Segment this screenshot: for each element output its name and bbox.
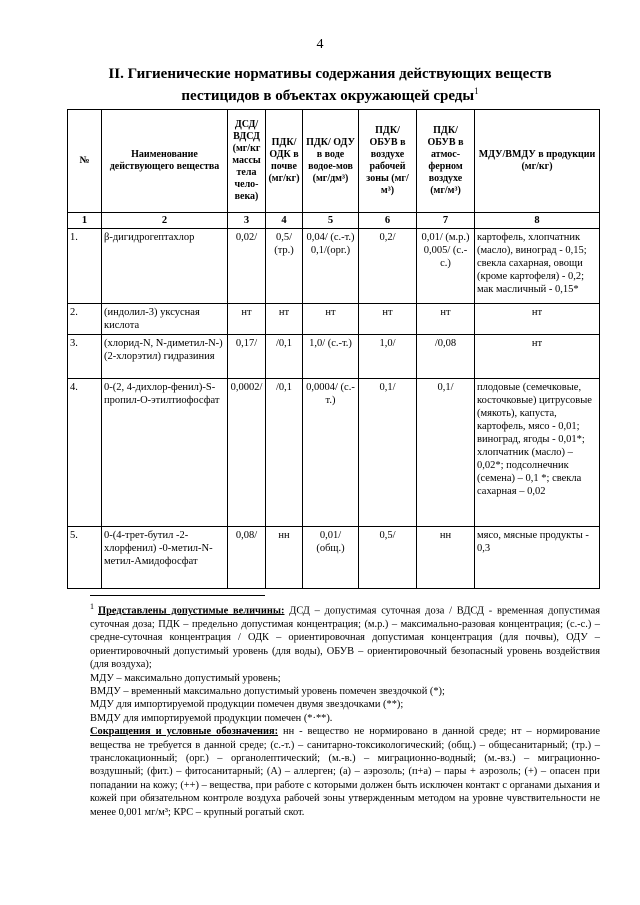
header-pdk-soil: ПДК/ ОДК в почве (мг/кг) bbox=[266, 110, 303, 213]
row-water: 0,04/ (с.-т.) 0,1/(орг.) bbox=[303, 229, 359, 304]
title-line-1: II. Гигиенические нормативы содержания действующих веществ bbox=[108, 66, 552, 82]
row-num: 2. bbox=[68, 304, 102, 335]
header-dsd: ДСД/ ВДСД (мг/кг массы тела чело-века) bbox=[228, 110, 266, 213]
header-pdk-air: ПДК/ ОБУВ в атмос-ферном воздухе (мг/м³) bbox=[417, 110, 475, 213]
col-number: 5 bbox=[303, 213, 359, 229]
row-name: 0-(2, 4-дихлор-фенил)-S-пропил-О-этилтиофосфат bbox=[102, 379, 228, 527]
table-row bbox=[68, 304, 600, 335]
header-num: № bbox=[68, 110, 102, 213]
row-soil: /0,1 bbox=[266, 379, 303, 527]
row-mdu: мясо, мясные продукты - 0,3 bbox=[475, 527, 600, 589]
col-number: 2 bbox=[102, 213, 228, 229]
row-num: 1. bbox=[68, 229, 102, 304]
table-row bbox=[68, 379, 600, 527]
table-row bbox=[68, 229, 600, 304]
footnote-para-1 bbox=[90, 600, 600, 672]
col-number: 7 bbox=[417, 213, 475, 229]
title-line-2: пестицидов в объектах окружающей среды bbox=[181, 88, 475, 104]
row-air: нн bbox=[417, 527, 475, 589]
row-air: нт bbox=[417, 304, 475, 335]
title-footnote-mark: 1 bbox=[474, 86, 479, 96]
row-air: /0,08 bbox=[417, 335, 475, 379]
column-number-row bbox=[68, 213, 600, 229]
row-work: 0,1/ bbox=[359, 379, 417, 527]
row-dsd: 0,08/ bbox=[228, 527, 266, 589]
row-work: 0,5/ bbox=[359, 527, 417, 589]
page-title bbox=[90, 66, 570, 105]
row-water: 1,0/ (с.-т.) bbox=[303, 335, 359, 379]
row-num: 5. bbox=[68, 527, 102, 589]
col-number: 3 bbox=[228, 213, 266, 229]
table-row bbox=[68, 335, 600, 379]
footnote-divider bbox=[90, 595, 265, 596]
row-mdu: нт bbox=[475, 335, 600, 379]
row-work: нт bbox=[359, 304, 417, 335]
footnote-mark: 1 bbox=[90, 602, 94, 611]
row-mdu: плодовые (семечковые, косточковые) цитрусовые (мякоть), капуста, картофель, мясо - 0,01; виноград, ягоды - 0,01*; хлопчатник (масло) – 0,02*; подсолнечник (семена) – 0,1 *; свекла сахарная – 0,02 bbox=[475, 379, 600, 527]
footnote-heading-abbrev: Сокращения и условные обозначения: bbox=[90, 726, 279, 738]
row-water: нт bbox=[303, 304, 359, 335]
table-header-row bbox=[68, 110, 600, 213]
row-air: 0,01/ (м.р.) 0,005/ (с.-с.) bbox=[417, 229, 475, 304]
row-dsd: 0,02/ bbox=[228, 229, 266, 304]
footnote-line: МДУ – максимально допустимый уровень; bbox=[90, 672, 281, 684]
page-number: 4 bbox=[316, 37, 324, 52]
row-water: 0,0004/ (с.-т.) bbox=[303, 379, 359, 527]
row-air: 0,1/ bbox=[417, 379, 475, 527]
row-water: 0,01/ (общ.) bbox=[303, 527, 359, 589]
row-name: β-дигидрогептахлор bbox=[102, 229, 228, 304]
header-mdu: МДУ/ВМДУ в продукции (мг/кг) bbox=[475, 110, 600, 213]
row-name: 0-(4-трет-бутил -2-хлорфенил) -0-метил-N-метил-Амидофосфат bbox=[102, 527, 228, 589]
row-dsd: нт bbox=[228, 304, 266, 335]
col-number: 4 bbox=[266, 213, 303, 229]
footnote-values-text: ДСД – допустимая суточная доза / ВДСД - временная допустимая суточная доза; ПДК – предельно допустимая концентрация; (м.р.) – максимально-разовая концентрация; (с.-с.) – средне-суточная концентрация / ОДК – ориентировочная допустимая концентрация (для почвы), ОДУ – ориентировочный допустимый уровень (для воды), ОБУВ – ориентировочный безопасный уровень воздействия (для воздуха); bbox=[90, 605, 600, 671]
row-work: 0,2/ bbox=[359, 229, 417, 304]
row-dsd: 0,0002/ bbox=[228, 379, 266, 527]
header-pdk-work: ПДК/ ОБУВ в воздухе рабочей зоны (мг/м³) bbox=[359, 110, 417, 213]
row-soil: 0,5/ (тр.) bbox=[266, 229, 303, 304]
row-dsd: 0,17/ bbox=[228, 335, 266, 379]
norms-table bbox=[67, 109, 600, 589]
row-soil: нт bbox=[266, 304, 303, 335]
row-num: 3. bbox=[68, 335, 102, 379]
table-row bbox=[68, 527, 600, 589]
footnote-line: ВМДУ для импортируемой продукции помечен (*·**). bbox=[90, 712, 333, 724]
row-mdu: нт bbox=[475, 304, 600, 335]
col-number: 1 bbox=[68, 213, 102, 229]
row-name: (хлорид-N, N-диметил-N-)(2-хлорэтил) гидразиния bbox=[102, 335, 228, 379]
header-name: Наименование действующего вещества bbox=[102, 110, 228, 213]
footnote-para-2 bbox=[90, 725, 600, 819]
row-work: 1,0/ bbox=[359, 335, 417, 379]
footnote bbox=[90, 600, 600, 819]
footnote-abbrev-text: нн - вещество не нормировано в данной среде; нт – нормирование вещества не требуется в данной среде; (с.-т.) – санитарно-токсикологический; (общ.) – общесанитарный; (тр.) – транслокационный; (орг.) – органолептический; (м.-в.) – миграционно-водный; (м.-вз.) – миграционно-воздушный; (фит.) – фитосанитарный; (А) – аллерген; (а) – аэрозоль; (п+а) – пары + аэрозоль; (+) – опасен при попадании на кожу; (++) – вещества, при работе с которыми должен быть исключен контакт с органами дыхания и кожей при обязательном контроле воздуха рабочей зоны утвержденным методом на уровне чувствительности не менее 0,001 мг/м³; КРС – крупный рогатый скот. bbox=[90, 726, 600, 818]
row-mdu: картофель, хлопчатник (масло), виноград - 0,15; свекла сахарная, овощи (кроме картофеля) - 0,2; мак масличный - 0,15* bbox=[475, 229, 600, 304]
row-name: (индолил-3) уксусная кислота bbox=[102, 304, 228, 335]
row-soil: /0,1 bbox=[266, 335, 303, 379]
col-number: 6 bbox=[359, 213, 417, 229]
row-num: 4. bbox=[68, 379, 102, 527]
row-soil: нн bbox=[266, 527, 303, 589]
col-number: 8 bbox=[475, 213, 600, 229]
header-pdk-water: ПДК/ ОДУ в воде водое-мов (мг/дм³) bbox=[303, 110, 359, 213]
footnote-line: ВМДУ – временный максимально допустимый уровень помечен звездочкой (*); bbox=[90, 685, 445, 697]
footnote-line: МДУ для импортируемой продукции помечен двумя звездочками (**); bbox=[90, 699, 404, 711]
footnote-heading-values: Представлены допустимые величины: bbox=[98, 605, 285, 617]
